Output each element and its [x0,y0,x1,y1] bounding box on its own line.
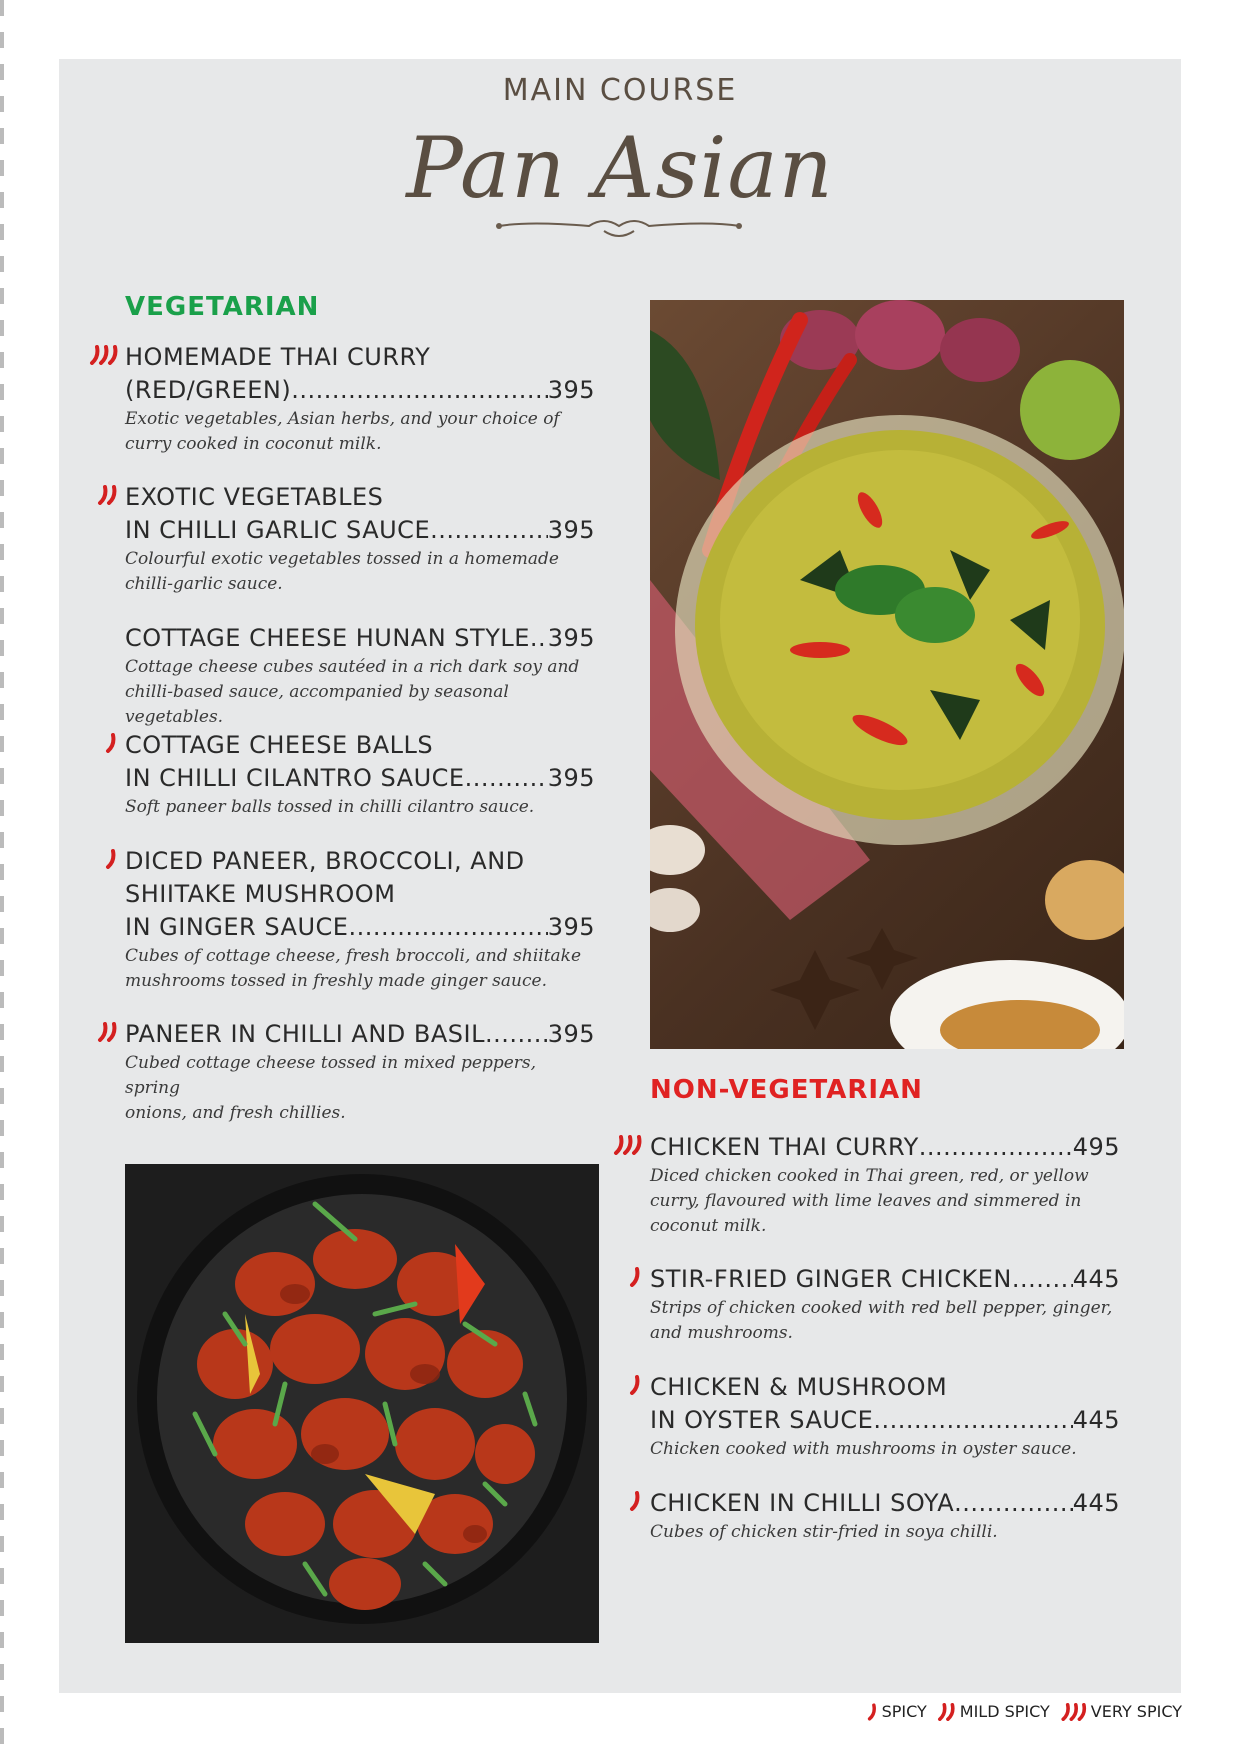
leader-dots [873,1404,1072,1437]
item-price: 395 [547,1020,595,1048]
item-description: Cubes of chicken stir-fried in soya chilli. [650,1522,998,1542]
menu-item-paneer-chilli-basil [125,1018,595,1126]
item-name: EXOTIC VEGETABLES [125,483,384,511]
item-description: Strips of chicken cooked with red bell pepper, ginger, [650,1298,1113,1318]
menu-item-chicken-mushroom-oyster [650,1371,1120,1462]
leader-dots [919,1131,1073,1164]
legend-spicy [867,1702,927,1721]
menu-item-exotic-vegetables [125,481,595,597]
item-name-price-line [125,762,595,795]
item-name-price-line [125,911,595,944]
item-name: IN OYSTER SAUCE [650,1406,874,1434]
item-name-price-line [650,1404,1120,1437]
leader-dots [954,1487,1073,1520]
thai-curry-photo [650,300,1124,1049]
leader-dots [465,762,548,795]
mild-spicy-icon [937,1703,957,1721]
item-name-price-line [650,1487,1120,1520]
item-name-price-line [650,1263,1120,1296]
item-name-price-line [125,1018,595,1051]
menu-item-cottage-cheese-hunan [125,622,595,730]
item-price: 495 [1072,1133,1120,1161]
item-name-price-line [125,374,595,407]
section-heading: MAIN COURSE [502,73,738,108]
item-name: IN CHILLI CILANTRO SAUCE [125,764,465,792]
menu-panel [59,59,1181,1693]
legend-very-spicy [1060,1702,1182,1721]
item-name: SHIITAKE MUSHROOM [125,880,396,908]
item-name: CHICKEN IN CHILLI SOYA [650,1489,955,1517]
page-binding-edge [0,0,4,1754]
item-price: 395 [547,376,595,404]
spicy-icon [629,1267,643,1287]
item-description: chilli-garlic sauce. [125,574,283,594]
menu-item-diced-paneer-broccoli [125,845,595,994]
leader-dots [348,911,547,944]
vegetarian-heading: VEGETARIAN [125,292,320,322]
item-name: IN CHILLI GARLIC SAUCE [125,516,431,544]
item-name: STIR-FRIED GINGER CHICKEN [650,1265,1012,1293]
item-price: 445 [1072,1265,1120,1293]
item-name: CHICKEN THAI CURRY [650,1133,919,1161]
mild-spicy-icon [97,485,119,505]
chilli-chicken-photo [125,1164,599,1643]
item-name: PANEER IN CHILLI AND BASIL [125,1020,485,1048]
chilli-chicken-illustration-icon [125,1164,599,1643]
cuisine-title: Pan Asian [406,119,834,217]
legend-label: MILD SPICY [959,1702,1050,1721]
non-vegetarian-heading: NON-VEGETARIAN [650,1075,923,1105]
item-price: 395 [547,624,595,652]
leader-dots [1012,1263,1073,1296]
spicy-icon [105,849,119,869]
item-description: onions, and fresh chillies. [125,1103,346,1123]
very-spicy-icon [1060,1703,1088,1721]
menu-item-stir-fried-ginger-chicken [650,1263,1120,1346]
item-price: 395 [547,764,595,792]
item-name: DICED PANEER, BROCCOLI, AND [125,847,525,875]
item-description: Cubes of cottage cheese, fresh broccoli, and shiitake [125,946,582,966]
very-spicy-icon [89,345,119,365]
menu-item-homemade-thai-curry [125,341,595,457]
thai-curry-illustration-icon [650,300,1124,1049]
item-description: and mushrooms. [650,1323,793,1343]
menu-item-cottage-cheese-balls [125,729,595,820]
ornament-flourish-icon [489,211,749,241]
spicy-icon [105,733,119,753]
legend-label: SPICY [881,1702,927,1721]
item-name: IN GINGER SAUCE [125,913,349,941]
item-name: CHICKEN & MUSHROOM [650,1373,948,1401]
item-description: Soft paneer balls tossed in chilli cilantro sauce. [125,797,535,817]
item-name: COTTAGE CHEESE BALLS [125,731,434,759]
spicy-icon [629,1491,643,1511]
item-description: coconut milk. [650,1216,767,1236]
item-description: Exotic vegetables, Asian herbs, and your choice of [125,409,560,429]
item-name: COTTAGE CHEESE HUNAN STYLE [125,624,530,652]
item-description: curry, flavoured with lime leaves and simmered in [650,1191,1082,1211]
item-name-price-line [125,514,595,547]
item-name: HOMEMADE THAI CURRY [125,343,431,371]
legend-mild-spicy [937,1702,1050,1721]
leader-dots [530,622,548,655]
leader-dots [291,374,548,407]
very-spicy-icon [613,1135,643,1155]
item-name-price-line [650,1131,1120,1164]
spicy-icon [629,1375,643,1395]
item-price: 445 [1072,1489,1120,1517]
item-price: 395 [547,516,595,544]
item-price: 395 [547,913,595,941]
item-price: 445 [1072,1406,1120,1434]
item-description: Diced chicken cooked in Thai green, red, or yellow [650,1166,1089,1186]
item-description: Cubed cottage cheese tossed in mixed peppers, spring [125,1053,537,1098]
item-description: Chicken cooked with mushrooms in oyster sauce. [650,1439,1077,1459]
item-description: curry cooked in coconut milk. [125,434,382,454]
spicy-icon [867,1703,879,1721]
spice-legend [867,1702,1182,1721]
leader-dots [485,1018,548,1051]
legend-label: VERY SPICY [1090,1702,1182,1721]
mild-spicy-icon [97,1022,119,1042]
item-description: Cottage cheese cubes sautéed in a rich dark soy and [125,657,580,677]
menu-item-chicken-thai-curry [650,1131,1120,1239]
item-name: (RED/GREEN) [125,376,292,404]
item-description: chilli-based sauce, accompanied by seasonal vegetables. [125,682,509,727]
menu-item-chicken-chilli-soya [650,1487,1120,1545]
leader-dots [430,514,548,547]
item-description: Colourful exotic vegetables tossed in a homemade [125,549,559,569]
item-name-price-line [125,622,595,655]
item-description: mushrooms tossed in freshly made ginger sauce. [125,971,547,991]
